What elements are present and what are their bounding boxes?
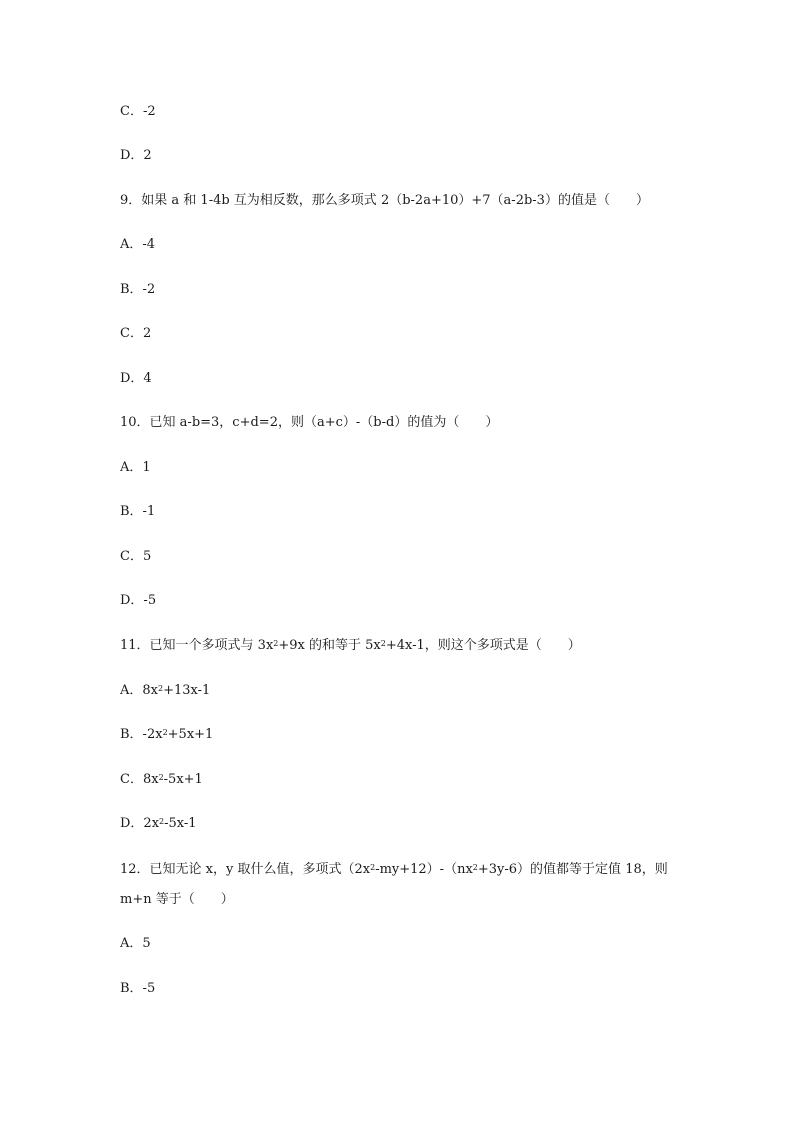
- q11-option-a: A．$8x^2+13x-1$: [120, 683, 211, 698]
- q10-option-a: A．1: [120, 460, 151, 475]
- q10-option-b: B．-1: [120, 504, 156, 519]
- q8-option-c: C．-2: [120, 104, 156, 119]
- q10-option-d: D．-5: [120, 593, 157, 608]
- q11-option-d: D．$2x^2-5x-1$: [120, 816, 197, 831]
- q10-stem: 10．已知 a-b=3，c+d=2，则（a+c）-（b-d）的值为（ ）: [120, 415, 499, 430]
- q12-option-b: B．-5: [120, 981, 156, 996]
- q9-option-b: B．-2: [120, 282, 156, 297]
- q9-option-d: D．4: [120, 371, 152, 386]
- q11-option-c: C．$8x^2-5x+1$: [120, 772, 203, 787]
- q9-stem: 9．如果 a 和 1-4b 互为相反数，那么多项式 2（b-2a+10）+7（a-2b-3）的值是（ ）: [120, 193, 649, 208]
- q12-option-a: A．5: [120, 936, 151, 951]
- q8-option-d: D．2: [120, 148, 152, 163]
- q11-stem: 11．已知一个多项式与 $3x^2+9x$ 的和等于 $5x^2+4x-1$，则这个多项式是（ ）: [120, 638, 581, 653]
- q9-option-c: C．2: [120, 326, 152, 341]
- q11-option-b: B．$-2x^2+5x+1$: [120, 727, 214, 742]
- q12-stem: 12．已知无论 x，y 取什么值，多项式$(2x^2-my+12)-(nx^2+3y-6)$的值都等于定值 18，则 m+n 等于（ ）: [120, 862, 668, 907]
- q9-option-a: A．-4: [120, 237, 156, 252]
- q10-option-c: C．5: [120, 549, 152, 564]
